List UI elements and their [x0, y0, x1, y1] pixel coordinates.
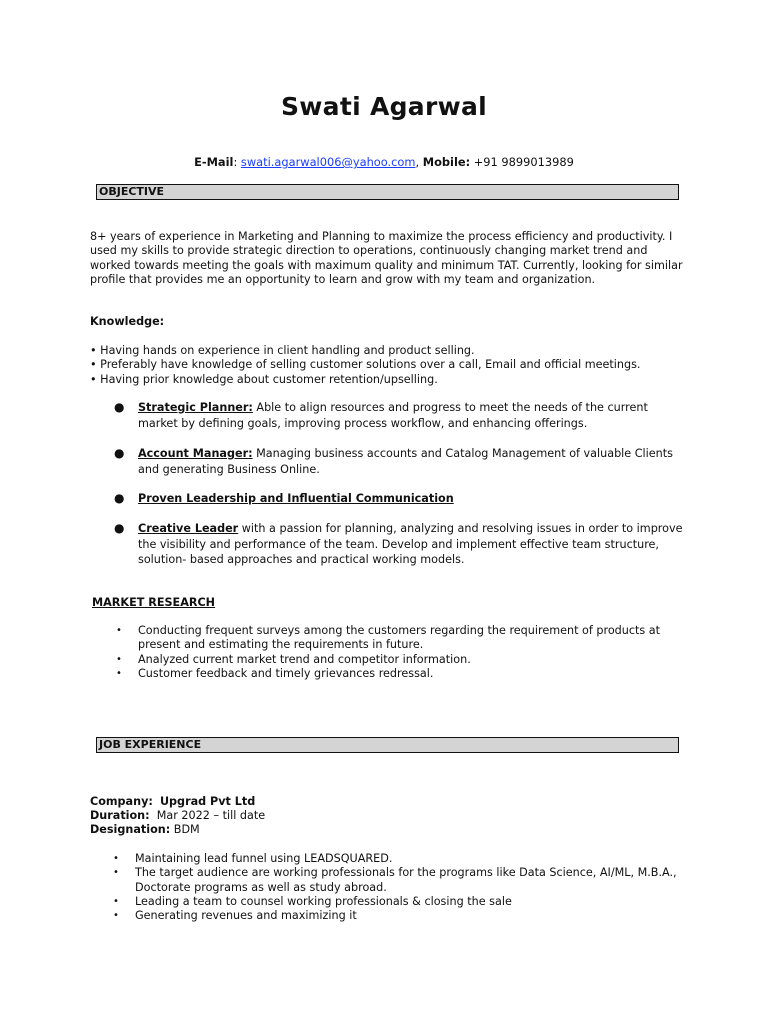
- skill-item-strategic-planner: [114, 400, 684, 431]
- candidate-name: Swati Agarwal: [280, 92, 488, 121]
- job-experience-section-header: JOB EXPERIENCE: [96, 737, 679, 753]
- duration-label: Duration:: [90, 809, 150, 823]
- bullet-icon: •: [113, 853, 119, 864]
- list-item: • Customer feedback and timely grievances redressal.: [116, 666, 434, 680]
- objective-text: 8+ years of experience in Marketing and Planning to maximize the process efficiency and productivity. I used my skills to provide strategic direction to operations, continuously changing market trend and worked towards meeting the goals with maximum quality and minimum TAT. Currently, looking for similar profile that provides me an opportunity to learn and grow with my team and organization.: [90, 230, 683, 287]
- bullet-icon: •: [116, 625, 122, 636]
- contact-line: E-Mail: swati.agarwal006@yahoo.com, Mobile: +91 9899013989: [194, 155, 574, 169]
- list-item: • Analyzed current market trend and competitor information.: [116, 652, 471, 666]
- bullet-icon: •: [116, 653, 122, 665]
- bullet-icon: ●: [114, 491, 125, 505]
- bullet-icon: ●: [114, 400, 125, 414]
- objective-section-header: OBJECTIVE: [96, 184, 679, 200]
- market-research-list: [114, 624, 684, 681]
- job-duties-list: [111, 852, 681, 923]
- company-label: Company:: [90, 795, 153, 808]
- mobile-label: Mobile:: [422, 155, 471, 169]
- skill-description: Able to align resources and progress to meet the needs of the current market by defining goals, improving process workflow, and enhancing offerings.: [138, 401, 648, 430]
- bullet-icon: •: [116, 667, 122, 679]
- list-item: • The target audience are working professionals for the programs like Data Science, AI/ML, M.B.A., Doctorate programs as well as study abroad.: [113, 866, 677, 894]
- bullet-icon: •: [113, 867, 119, 879]
- skill-title: Account Manager:: [138, 447, 253, 460]
- mobile-number: +91 9899013989: [473, 155, 574, 169]
- skill-title: Proven Leadership and Influential Communication: [138, 492, 454, 505]
- company-name: Upgrad Pvt Ltd: [159, 795, 256, 808]
- bullet-icon: •: [113, 910, 119, 922]
- duration-value: Mar 2022 – till date: [156, 809, 266, 823]
- skill-item-account-manager: [114, 446, 684, 477]
- email-link[interactable]: swati.agarwal006@yahoo.com: [240, 155, 416, 169]
- knowledge-list: [90, 344, 690, 387]
- skill-title: Strategic Planner:: [138, 401, 253, 414]
- email-label: E-Mail: [194, 155, 234, 169]
- knowledge-item: • Preferably have knowledge of selling customer solutions over a call, Email and official meetings.: [90, 358, 641, 372]
- bullet-icon: ●: [114, 446, 125, 460]
- list-item: • Maintaining lead funnel using LEADSQUARED.: [113, 852, 393, 865]
- list-item: • Generating revenues and maximizing it: [113, 909, 357, 923]
- knowledge-item: • Having hands on experience in client handling and product selling.: [90, 344, 475, 357]
- skill-description: Managing business accounts and Catalog Management of valuable Clients and generating Business Online.: [138, 447, 673, 476]
- list-item: • Leading a team to counsel working professionals & closing the sale: [113, 894, 512, 908]
- skill-description: with a passion for planning, analyzing and resolving issues in order to improve the visibility and performance of the team. Develop and implement effective team structure, solution- based approaches and practical working models.: [138, 522, 683, 566]
- bullet-icon: •: [113, 895, 119, 907]
- job-info: [90, 795, 265, 838]
- designation-label: Designation:: [90, 823, 171, 837]
- designation-value: BDM: [173, 823, 200, 837]
- skill-item-proven-leadership: [114, 491, 684, 507]
- skill-item-creative-leader: [114, 521, 684, 568]
- skill-title: Creative Leader: [138, 522, 239, 535]
- market-research-heading: MARKET RESEARCH: [92, 596, 216, 609]
- list-item: • Conducting frequent surveys among the customers regarding the requirement of products at present and estimating the requirements in future.: [116, 624, 661, 652]
- bullet-icon: ●: [114, 521, 125, 535]
- knowledge-heading: Knowledge:: [90, 315, 165, 328]
- knowledge-item: • Having prior knowledge about customer retention/upselling.: [90, 372, 438, 386]
